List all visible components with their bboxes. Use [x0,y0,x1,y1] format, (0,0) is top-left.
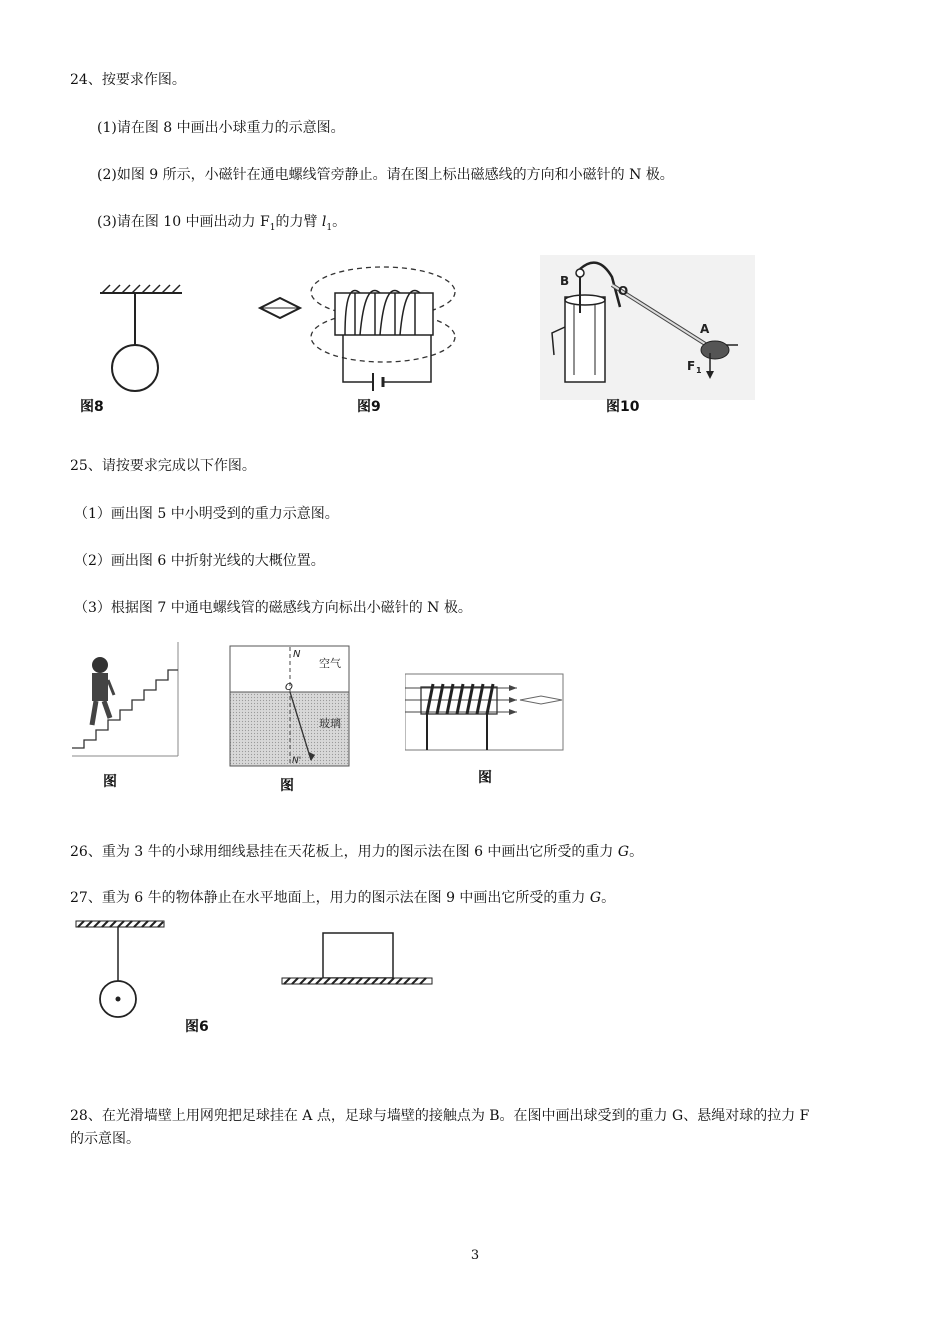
fig10-label-b: B [560,274,570,288]
page-number: 3 [470,1248,480,1263]
figure-q27-block-on-ground [280,925,435,990]
q24-item-1: (1)请在图 8 中画出小球重力的示意图。 [97,120,345,136]
q28-line-1: 28、在光滑墙壁上用网兜把足球挂在 A 点，足球与墙壁的接触点为 B。在图中画出球受到的重力 G、悬绳对球的拉力 F [70,1108,810,1124]
figure-5-caption: 图 [103,774,117,790]
q25-item-1: （1）画出图 5 中小明受到的重力示意图。 [74,506,339,522]
fig6-label-glass: 玻璃 [319,717,341,730]
fig10-label-a: A [700,322,710,336]
fig10-label-f: F [687,359,696,373]
figure-6-caption: 图 [280,778,294,794]
figure-10-pump-lever [540,255,755,400]
fig10-label-f-sub: 1 [696,366,702,375]
q25-title: 25、请按要求完成以下作图。 [70,458,256,474]
figure-10-caption: 图10 [606,399,640,415]
figure-5-boy-on-stairs [70,640,182,760]
figure-7-caption: 图 [478,770,492,786]
figure-8-hanging-ball [70,255,210,420]
q24-title: 24、按要求作图。 [70,72,186,88]
q28-line-2: 的示意图。 [70,1131,140,1147]
figure-q26-hanging-ball [70,915,170,1025]
q24-item-3: (3)请在图 10 中画出动力 $F_1$的力臂 $l_1$。 [97,214,347,233]
figure-8-caption: 图8 [80,399,104,415]
figure-q26-caption: 图6 [185,1019,209,1035]
q26-text: 26、重为 3 牛的小球用细线悬挂在天花板上，用力的图示法在图 6 中画出它所受的重力 G。 [70,844,644,860]
figure-6-refraction [229,645,351,768]
q27-text: 27、重为 6 牛的物体静止在水平地面上，用力的图示法在图 9 中画出它所受的重力 G。 [70,890,616,906]
figure-9-caption: 图9 [357,399,381,415]
fig6-label-n: N [293,649,301,660]
fig10-label-o: O [618,284,629,298]
figure-9-solenoid [255,255,470,395]
q25-item-3: （3）根据图 7 中通电螺线管的磁感线方向标出小磁针的 N 极。 [74,600,472,616]
fig6-label-air: 空气 [319,657,341,670]
fig6-label-o: O [285,682,293,693]
fig6-label-n-prime: N' [292,756,302,766]
figure-7-solenoid-field [405,672,565,752]
q25-item-2: （2）画出图 6 中折射光线的大概位置。 [74,553,325,569]
q24-item-2: (2)如图 9 所示，小磁针在通电螺线管旁静止。请在图上标出磁感线的方向和小磁针的 N 极。 [97,167,674,183]
